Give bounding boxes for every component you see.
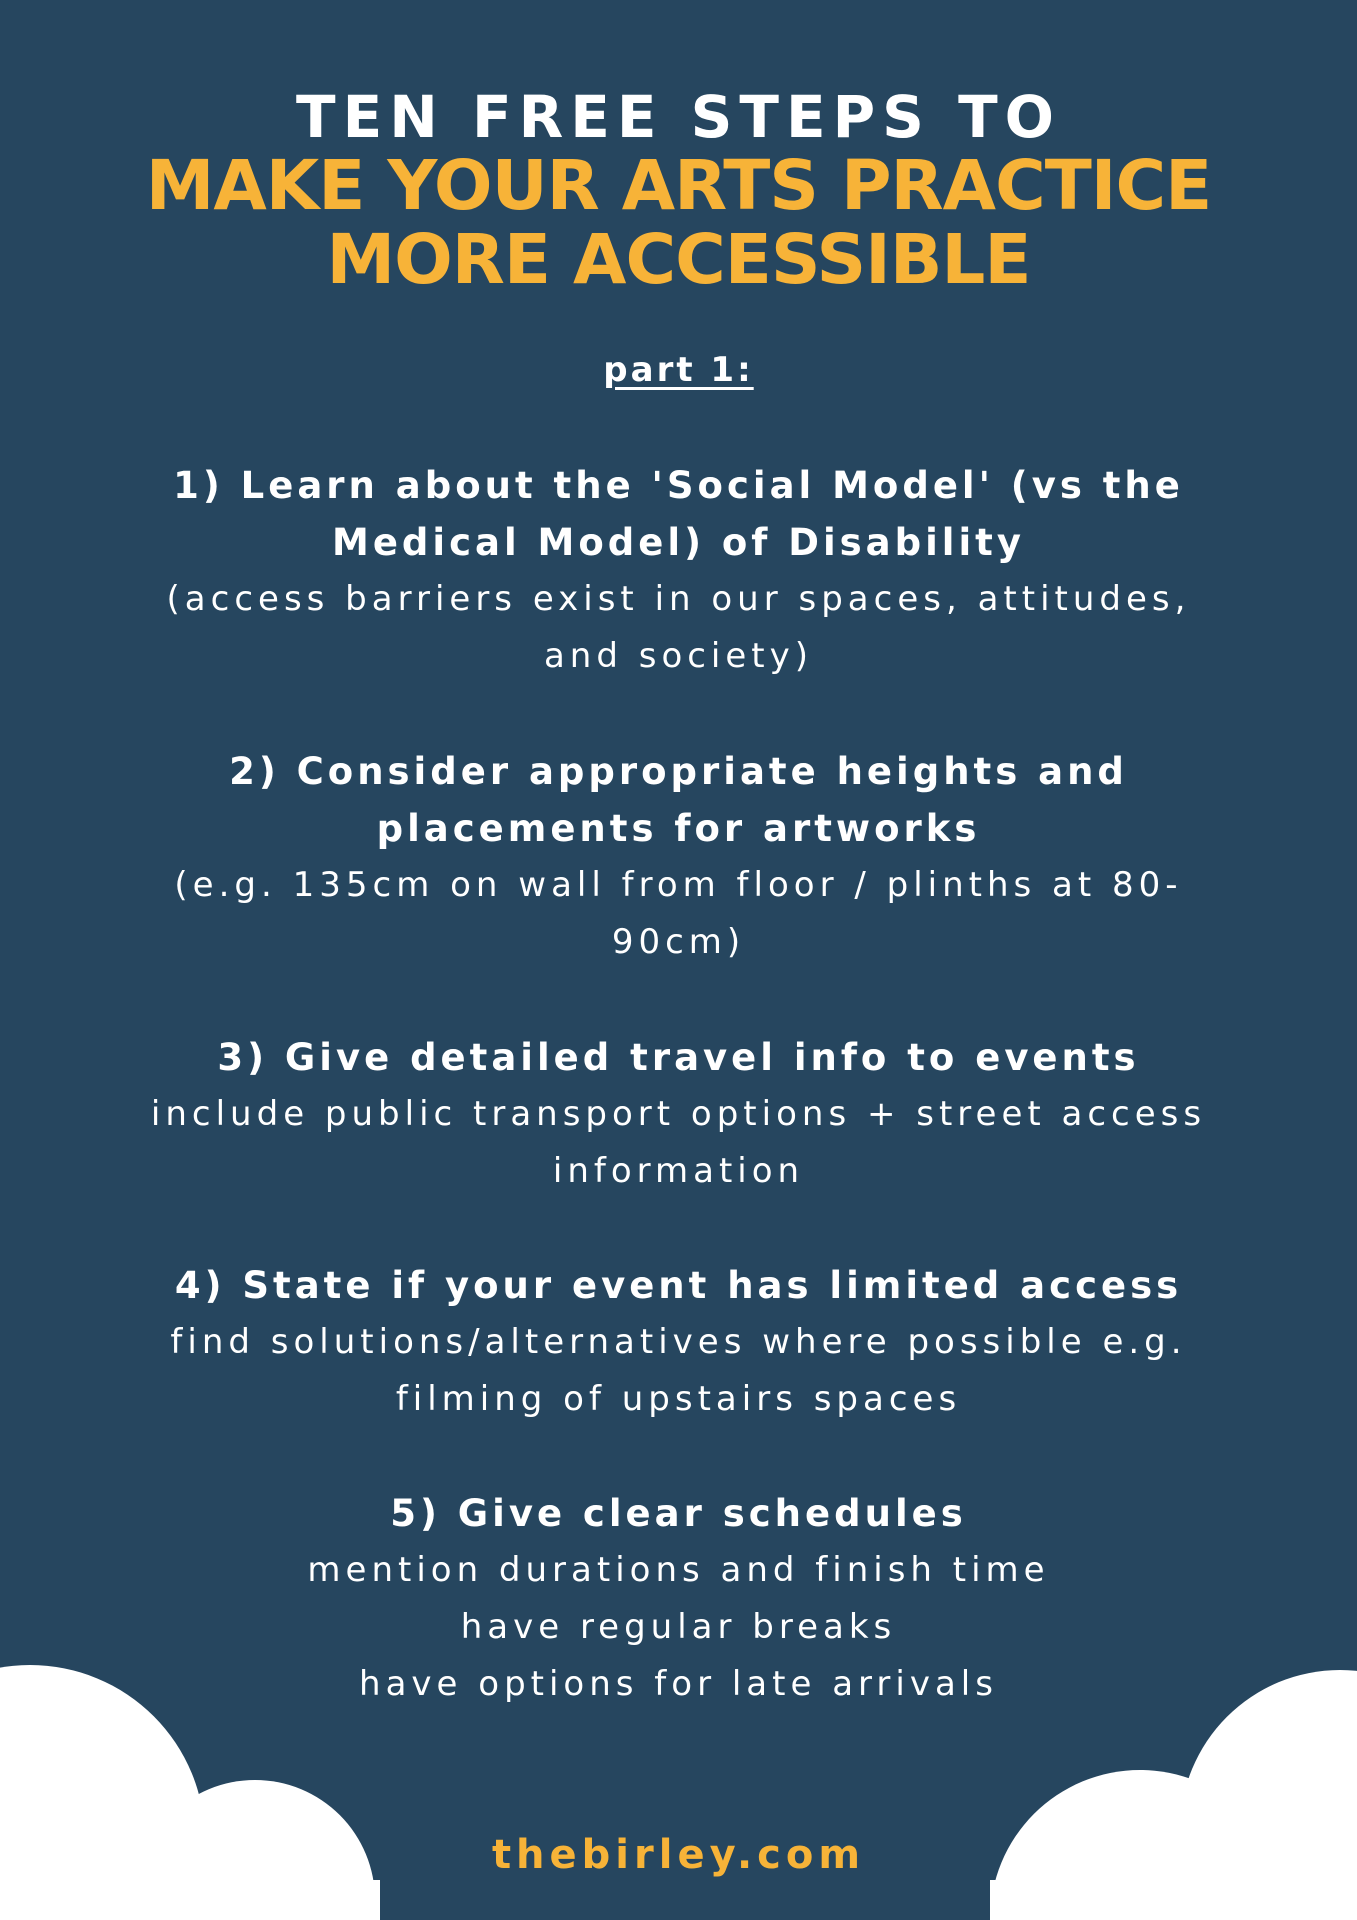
step-3-heading: 3) Give detailed travel info to events bbox=[217, 1036, 1140, 1079]
step-5-body-line-1: mention durations and finish time bbox=[307, 1550, 1050, 1590]
part-label bbox=[120, 348, 1237, 392]
step-3 bbox=[120, 1029, 1237, 1200]
step-4-body-line-2: filming of upstairs spaces bbox=[395, 1379, 962, 1419]
step-2 bbox=[120, 743, 1237, 971]
step-1-heading-line-2: Medical Model) of Disability bbox=[332, 521, 1025, 564]
step-5 bbox=[120, 1485, 1237, 1713]
step-1 bbox=[120, 457, 1237, 685]
step-1-heading-line-1: 1) Learn about the 'Social Model' (vs the bbox=[173, 464, 1184, 507]
step-2-body-line-2: 90cm) bbox=[611, 922, 746, 962]
step-5-body-line-3: have options for late arrivals bbox=[359, 1664, 998, 1704]
step-1-body-line-1: (access barriers exist in our spaces, attitudes, bbox=[166, 579, 1191, 619]
step-4-heading: 4) State if your event has limited access bbox=[174, 1264, 1183, 1307]
step-4 bbox=[120, 1257, 1237, 1428]
step-4-body-line-1: find solutions/alternatives where possible e.g. bbox=[170, 1322, 1187, 1362]
step-2-body-line-1: (e.g. 135cm on wall from floor / plinths at 80- bbox=[174, 865, 1183, 905]
step-1-body-line-2: and society) bbox=[543, 636, 814, 676]
step-3-body-line-1: include public transport options + street access bbox=[150, 1094, 1207, 1134]
title-line-3: MORE ACCESSIBLE bbox=[326, 220, 1031, 300]
title-line-2: MAKE YOUR ARTS PRACTICE bbox=[145, 146, 1212, 226]
part-label-text: part 1: bbox=[603, 350, 754, 390]
title-line-1: TEN FREE STEPS TO bbox=[296, 83, 1061, 151]
step-2-heading-line-2: placements for artworks bbox=[376, 807, 981, 850]
step-3-body-line-2: information bbox=[552, 1151, 805, 1191]
step-5-heading: 5) Give clear schedules bbox=[390, 1492, 967, 1535]
website-link[interactable]: thebirley.com bbox=[491, 1832, 866, 1878]
step-5-body-line-2: have regular breaks bbox=[460, 1607, 897, 1647]
step-2-heading-line-1: 2) Consider appropriate heights and bbox=[229, 750, 1128, 793]
